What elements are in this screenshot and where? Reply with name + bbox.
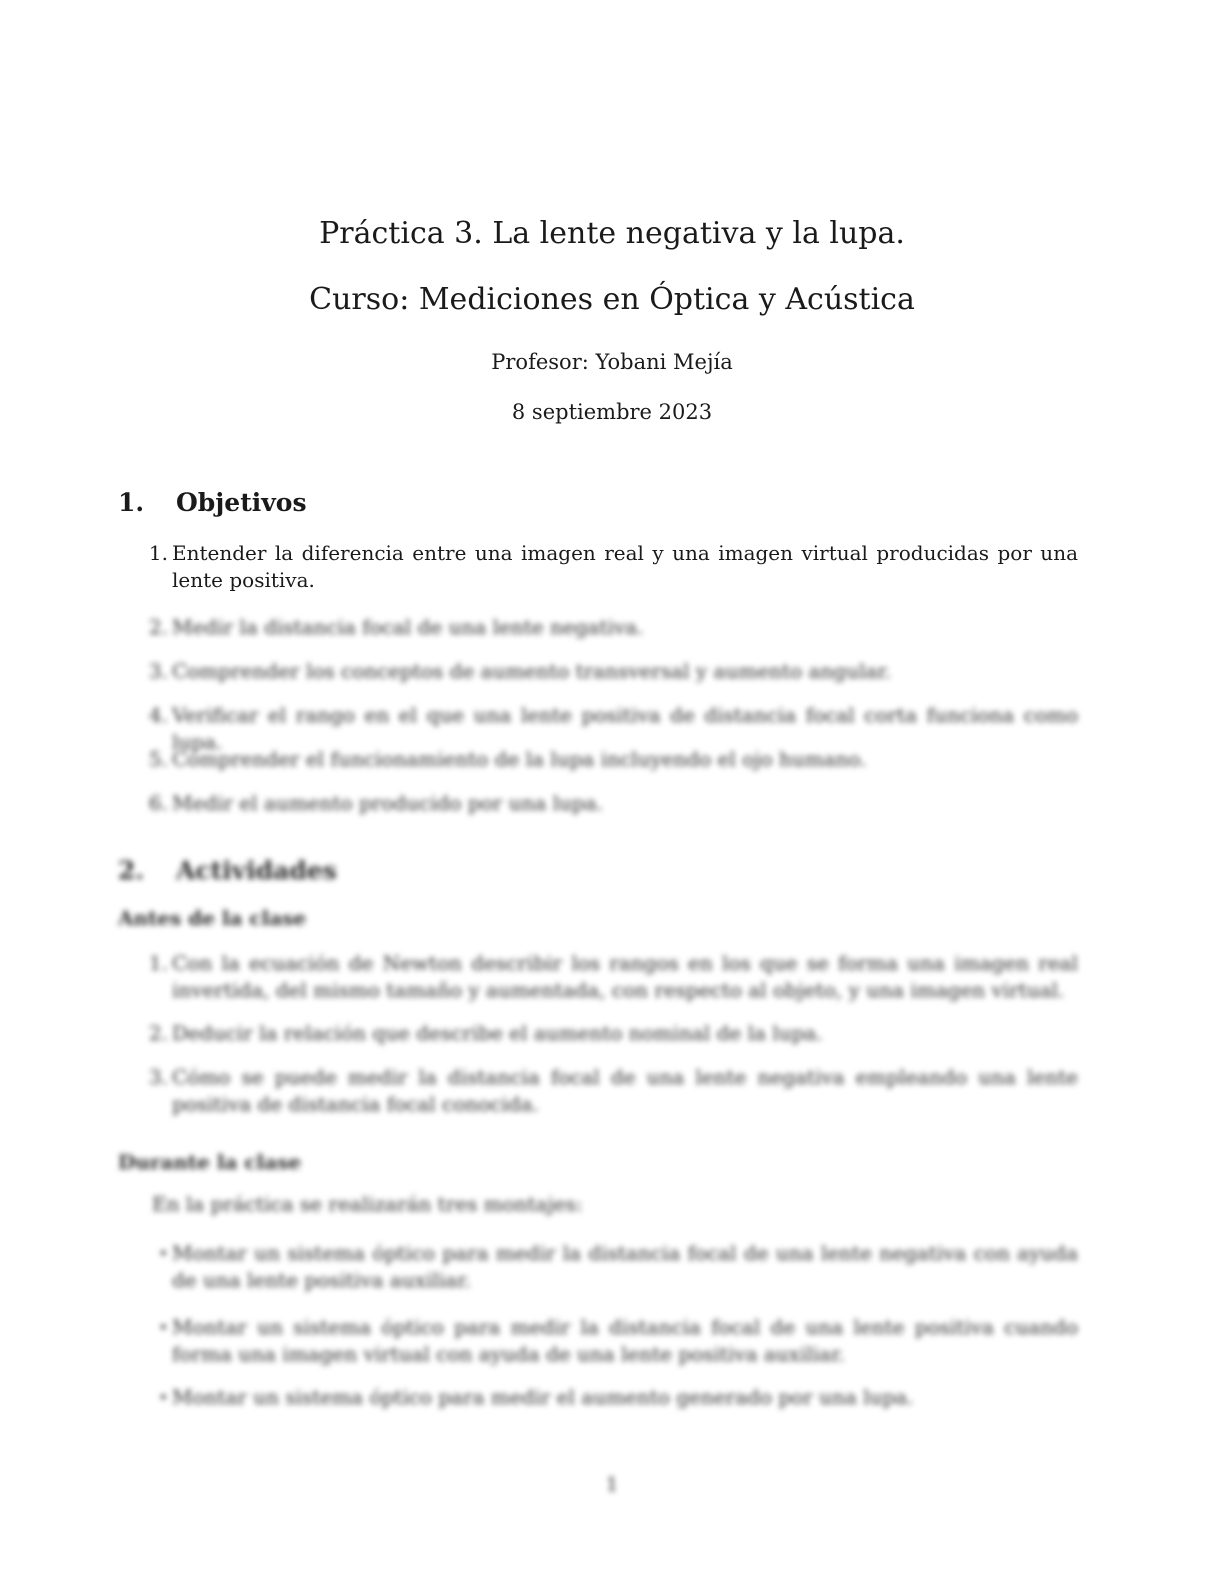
bullet-item-text: Montar un sistema óptico para medir la distancia focal de una lente negativa con ayuda de una lente positiva auxiliar. [172, 1241, 1078, 1292]
section-heading-actividades [118, 856, 337, 885]
course-name: Curso: Mediciones en Óptica y Acústica [309, 282, 915, 317]
list-marker: 4. [148, 703, 168, 727]
list-item [138, 1020, 1078, 1047]
bullet-item [138, 1314, 1078, 1368]
section-title: Objetivos [176, 488, 307, 517]
bullet-item [138, 1384, 1078, 1411]
bullet-marker: • [158, 1388, 168, 1407]
subsection-heading: Durante la clase [118, 1150, 302, 1174]
list-item [138, 614, 1078, 641]
section-heading-objetivos [118, 488, 307, 517]
paragraph: En la práctica se realizarán tres montajes: [152, 1192, 583, 1216]
list-marker: 6. [148, 791, 168, 815]
list-marker: 2. [148, 615, 168, 639]
professor-name: Profesor: Yobani Mejía [491, 350, 733, 374]
page-number: 1 [605, 1472, 619, 1496]
list-marker: 1. [148, 541, 168, 565]
section-title: Actividades [176, 856, 337, 885]
list-marker: 3. [148, 1065, 168, 1089]
list-item [138, 658, 1078, 685]
section-number: 1. [118, 488, 145, 517]
list-item-text: Entender la diferencia entre una imagen real y una imagen virtual producidas por una lente positiva. [172, 541, 1078, 592]
list-item [138, 746, 1078, 773]
list-item-text: Comprender el funcionamiento de la lupa incluyendo el ojo humano. [172, 747, 867, 771]
list-marker: 1. [148, 951, 168, 975]
list-marker: 3. [148, 659, 168, 683]
list-marker: 2. [148, 1021, 168, 1045]
list-item-text: Verificar el rango en el que una lente positiva de distancia focal corta funciona como lupa. [172, 703, 1078, 754]
list-item-text: Cómo se puede medir la distancia focal de una lente negativa empleando una lente positiva de distancia focal conocida. [172, 1065, 1078, 1116]
list-item [138, 1064, 1078, 1118]
bullet-item-text: Montar un sistema óptico para medir el aumento generado por una lupa. [172, 1385, 914, 1409]
document-title: Práctica 3. La lente negativa y la lupa. [319, 216, 905, 251]
list-marker: 5. [148, 747, 168, 771]
list-item [138, 540, 1078, 594]
list-item [138, 950, 1078, 1004]
list-item-text: Con la ecuación de Newton describir los rangos en los que se forma una imagen real invertida, del mismo tamaño y aumentada, con respecto al objeto, y una imagen virtual. [172, 951, 1078, 1002]
bullet-marker: • [158, 1244, 168, 1263]
subsection-heading: Antes de la clase [118, 906, 307, 930]
list-item-text: Medir el aumento producido por una lupa. [172, 791, 603, 815]
bullet-marker: • [158, 1318, 168, 1337]
section-number: 2. [118, 856, 145, 885]
document-date: 8 septiembre 2023 [511, 400, 713, 424]
list-item-text: Medir la distancia focal de una lente negativa. [172, 615, 644, 639]
list-item-text: Comprender los conceptos de aumento transversal y aumento angular. [172, 659, 891, 683]
list-item [138, 790, 1078, 817]
bullet-item-text: Montar un sistema óptico para medir la distancia focal de una lente positiva cuando forma una imagen virtual con ayuda de una lente positiva auxiliar. [172, 1315, 1078, 1366]
list-item-text: Deducir la relación que describe el aumento nominal de la lupa. [172, 1021, 823, 1045]
bullet-item [138, 1240, 1078, 1294]
